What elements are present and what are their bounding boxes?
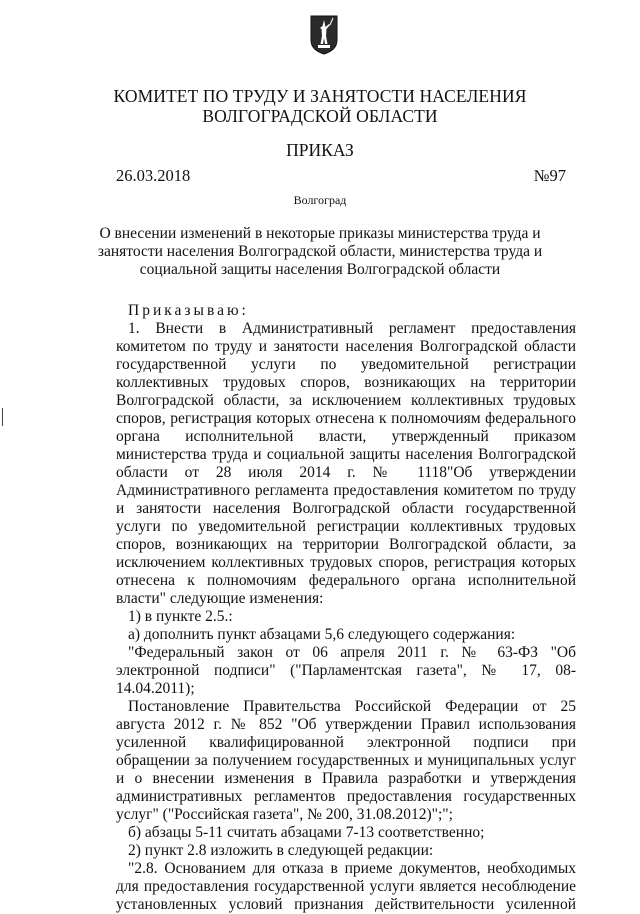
document-type: ПРИКАЗ: [286, 140, 354, 160]
margin-mark: [2, 408, 3, 426]
body-paragraph: а) дополнить пункт абзацами 5,6 следующего содержания:: [128, 626, 516, 643]
subject-line: социальной защиты населения Волгоградской области: [139, 261, 501, 278]
body-paragraph: 1) в пункте 2.5.:: [128, 608, 233, 625]
body-paragraph: б) абзацы 5-11 считать абзацами 7-13 соответственно;: [128, 824, 485, 841]
subject-line: О внесении изменений в некоторые приказы министерства труда и: [99, 225, 541, 242]
committee-name: [0, 86, 640, 126]
document-subject: [0, 225, 640, 279]
body-intro: Приказываю:: [128, 302, 249, 319]
subject-line: занятости населения Волгоградской области, министерства труда и: [97, 243, 543, 260]
body-paragraph: Постановление Правительства Российской Федерации от 25 августа 2012 г. № 852 "Об утверждении Правил использования усиленной квалифицированной электронной подписи при обращении за получением государственных и муниципальных услуг и о внесении изменения в Правила разработки и утверждения административных регламентов предоставления государственных услуг" ("Российская газета", № 200, 31.08.2012)";";: [116, 698, 576, 823]
document-body: [116, 302, 576, 914]
body-paragraph: 1. Внести в Административный регламент предоставления комитетом по труду и занятости населения Волгоградской области государственной услуги по уведомительной регистрации коллективных трудовых споров, возникающих на территории Волгоградской области, за исключением коллективных трудовых споров, регистрация которых отнесена к полномочиям федерального органа исполнительной власти, утвержденный приказом министерства труда и социальной защиты населения Волгоградской области от 28 июля 2014 г. № 1118"Об утверждении Административного регламента предоставления комитетом по труду и занятости населения Волгоградской области государственной услуги по уведомительной регистрации коллективных трудовых споров, возникающих на территории Волгоградской области, за исключением коллективных трудовых споров, регистрация которых отнесена к полномочиям федерального органа исполнительной власти" следующие изменения:: [116, 320, 576, 607]
committee-line-1: КОМИТЕТ ПО ТРУДУ И ЗАНЯТОСТИ НАСЕЛЕНИЯ: [113, 86, 527, 106]
committee-line-2: ВОЛГОГРАДСКОЙ ОБЛАСТИ: [202, 106, 438, 126]
body-paragraph: "Федеральный закон от 06 апреля 2011 г. № 63-ФЗ "Об электронной подписи" ("Парламентская газета", № 17, 08-14.04.2011);: [116, 644, 576, 697]
document-city: Волгоград: [293, 193, 347, 207]
coat-of-arms-icon: [309, 14, 339, 56]
body-paragraph: 2) пункт 2.8 изложить в следующей редакции:: [128, 842, 434, 859]
body-paragraph: "2.8. Основанием для отказа в приеме документов, необходимых для предоставления государственной услуги является несоблюдение установленных условий признания действительности усиленной: [116, 860, 576, 913]
document-number: №97: [533, 166, 566, 185]
document-date: 26.03.2018: [116, 166, 191, 185]
